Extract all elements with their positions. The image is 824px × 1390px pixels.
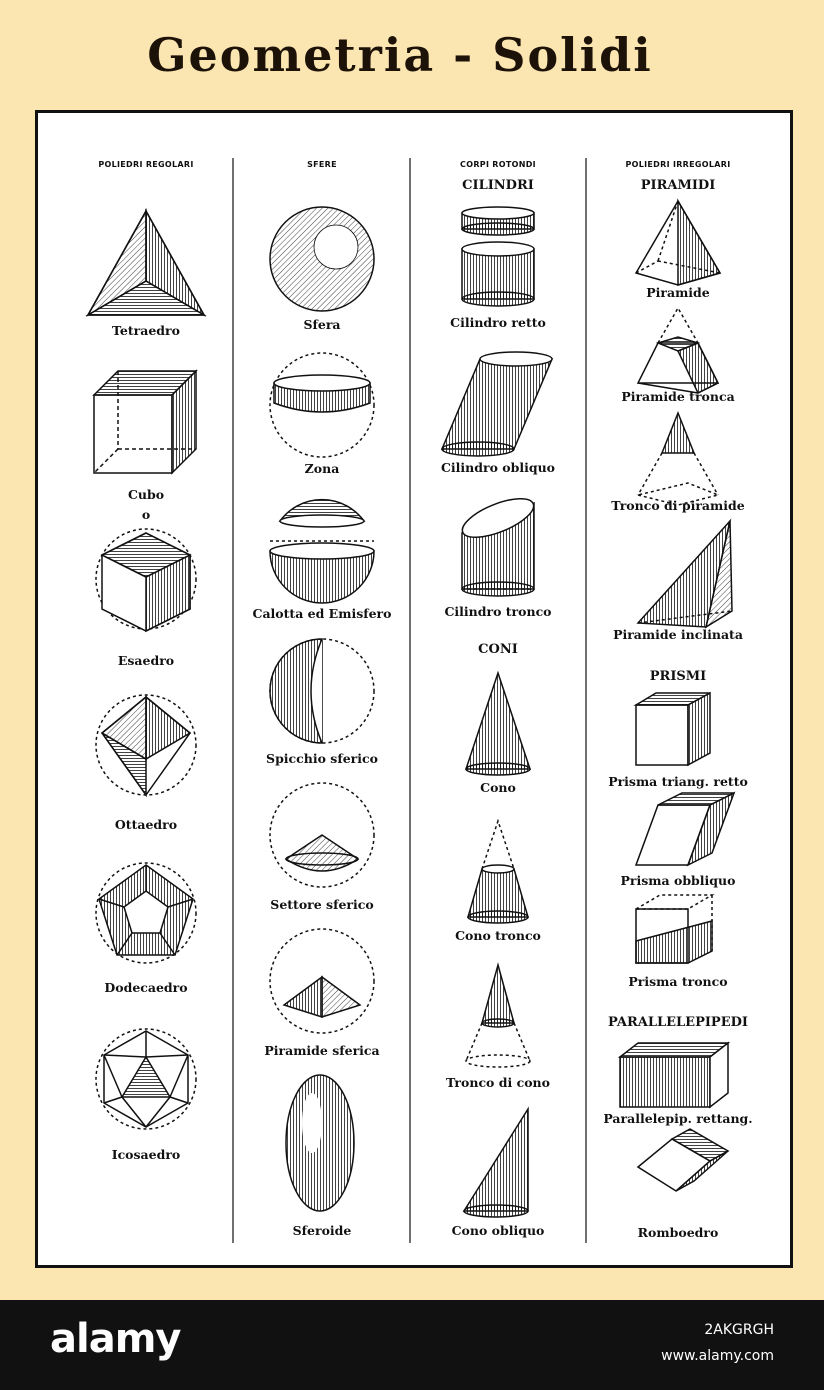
subheading-prisms: PRISMI — [649, 669, 707, 684]
cube-figure — [94, 371, 196, 473]
truncated-prism-figure — [636, 895, 712, 963]
pyramid-frustum-figure — [638, 413, 718, 505]
tetrahedron-figure — [88, 211, 204, 315]
spherical-wedge-figure — [270, 639, 374, 743]
watermark-url: www.alamy.com — [661, 1348, 774, 1364]
label-romboedro: Romboedro — [637, 1225, 719, 1240]
label-piramide-inclinata: Piramide inclinata — [613, 627, 743, 642]
rhombohedron-figure — [638, 1129, 728, 1191]
label-prisma-tronco: Prisma tronco — [628, 974, 728, 989]
truncated-cylinder-figure — [458, 491, 539, 596]
label-cono: Cono — [480, 780, 516, 795]
column-header-spheres: SFERE — [307, 160, 337, 169]
column-header-round-bodies: CORPI ROTONDI — [460, 160, 536, 169]
octahedron-figure — [96, 695, 196, 795]
inclined-pyramid-figure — [638, 521, 732, 627]
cap-hemisphere-figure — [270, 500, 374, 603]
column-header-regular-polyhedra: POLIEDRI REGOLARI — [98, 160, 194, 169]
column-header-irregular-polyhedra: POLIEDRI IRREGOLARI — [625, 160, 731, 169]
spherical-sector-figure — [270, 783, 374, 887]
sphere-figure — [270, 207, 374, 311]
label-tronco-di-piramide: Tronco di piramide — [611, 498, 745, 513]
label-prisma-obbliquo: Prisma obbliquo — [620, 873, 736, 888]
subheading-parallelepipeds: PARALLELEPIPEDI — [608, 1015, 748, 1030]
image-code: 2AKGRGH — [704, 1322, 774, 1338]
subheading-cylinders: CILINDRI — [462, 178, 534, 193]
spheroid-figure — [286, 1075, 354, 1211]
label-cilindro-obliquo: Cilindro obliquo — [440, 460, 556, 475]
label-tronco-di-cono: Tronco di cono — [446, 1075, 550, 1090]
oblique-prism-figure — [636, 793, 734, 865]
label-piramide-tronca: Piramide tronca — [621, 389, 735, 404]
label-parallelepip-rettang: Parallelepip. rettang. — [603, 1111, 753, 1126]
truncated-pyramid-figure — [638, 308, 718, 393]
illustration-plate — [35, 110, 793, 1268]
icosahedron-figure — [96, 1029, 196, 1129]
label-sfera: Sfera — [303, 317, 341, 332]
dodecahedron-figure — [96, 863, 196, 963]
label-ottaedro: Ottaedro — [114, 817, 178, 832]
right-cylinder-figure — [462, 207, 534, 306]
watermark-logo: alamy — [50, 1316, 181, 1362]
oblique-cone-figure — [464, 1109, 528, 1217]
label-dodecaedro: Dodecaedro — [104, 980, 188, 995]
rectangular-parallelepiped-figure — [620, 1043, 728, 1107]
label-cubo: Cubo — [127, 487, 165, 502]
label-piramide-sferica: Piramide sferica — [264, 1043, 380, 1058]
label-piramide: Piramide — [646, 285, 710, 300]
oblique-cylinder-figure — [442, 352, 552, 456]
zone-figure — [270, 353, 374, 457]
right-triangular-prism-figure — [636, 693, 710, 765]
label-icosaedro: Icosaedro — [111, 1147, 181, 1162]
label-prisma-triang-retto: Prisma triang. retto — [608, 774, 748, 789]
subheading-pyramids: PIRAMIDI — [640, 178, 716, 193]
truncated-cone-figure — [468, 821, 528, 923]
label-zona: Zona — [304, 461, 340, 476]
label-sferoide: Sferoide — [292, 1223, 352, 1238]
label-cilindro-tronco: Cilindro tronco — [444, 604, 552, 619]
cone-figure — [466, 673, 530, 775]
label-spicchio-sferico: Spicchio sferico — [266, 751, 378, 766]
subheading-cones: CONI — [478, 642, 518, 657]
label-tetraedro: Tetraedro — [112, 323, 180, 338]
label-esaedro: Esaedro — [117, 653, 175, 668]
label-o: o — [141, 507, 151, 522]
cone-frustum-figure — [466, 965, 530, 1067]
label-settore-sferico: Settore sferico — [270, 897, 374, 912]
spherical-pyramid-figure — [270, 929, 374, 1033]
pyramid-figure — [636, 201, 720, 285]
label-cono-obliquo: Cono obliquo — [451, 1223, 545, 1238]
label-cono-tronco: Cono tronco — [455, 928, 541, 943]
label-cilindro-retto: Cilindro retto — [450, 315, 546, 330]
label-calotta-ed-emisfero: Calotta ed Emisfero — [252, 606, 392, 621]
page-title: Geometria - Solidi — [147, 28, 653, 82]
hexahedron-figure — [96, 529, 196, 631]
